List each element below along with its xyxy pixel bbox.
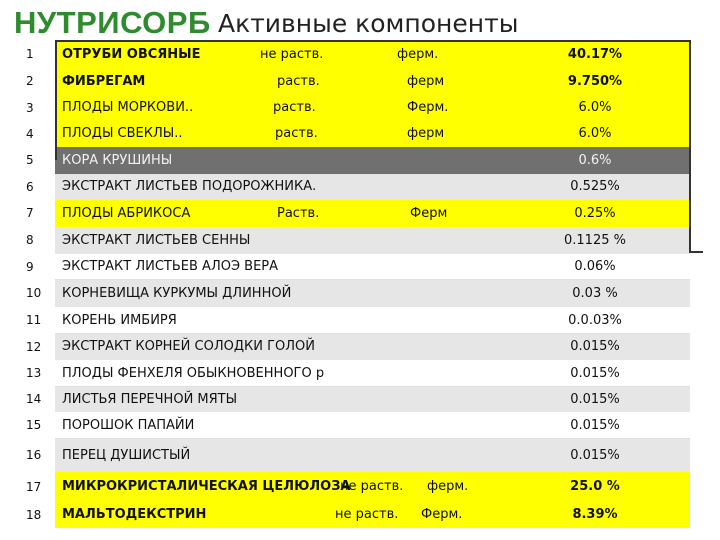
row-cell [55,95,690,121]
row-cell [55,200,690,227]
component-name: ЭКСТРАКТ ЛИСТЬЕВ СЕННЫ [62,233,251,248]
row-number: 1 [26,47,34,61]
row-number: 14 [26,392,42,406]
table-row [0,41,690,68]
component-name: ЭКСТРАКТ ЛИСТЬЕВ ПОДОРОЖНИКА. [62,179,317,194]
component-name: МАЛЬТОДЕКСТРИН [62,507,207,522]
row-cell [55,360,690,387]
percentage: 0.25% [574,206,616,221]
table-row [0,147,690,174]
percentage: 0.015% [570,392,620,407]
fermentation: ферм [407,126,445,141]
percentage: 0.015% [570,366,620,381]
component-name: ПЛОДЫ АБРИКОСА [62,206,191,221]
frame-right-border [689,40,691,252]
row-number: 11 [26,313,42,327]
table-row [0,280,690,307]
component-name: ПЛОДЫ МОРКОВИ.. [62,100,194,115]
row-cell [55,68,690,95]
row-cell [55,334,690,360]
row-cell [55,387,690,412]
component-name: ОТРУБИ ОВСЯНЫЕ [62,47,201,62]
row-cell [55,502,690,528]
percentage: 0.6% [578,153,612,168]
table-row [0,412,690,439]
table-row [0,95,690,121]
table-row [0,254,690,280]
percentage: 8.39% [572,507,618,522]
table-row [0,121,690,147]
component-name: ПЛОДЫ СВЕКЛЫ.. [62,126,183,141]
table-row [0,174,690,200]
brand-logo: НУТРИСОРБ [14,5,211,40]
percentage: 0.0.03% [568,313,622,328]
percentage: 40.17% [567,47,623,62]
percentage: 9.750% [567,74,623,89]
row-number: 9 [26,260,34,274]
percentage: 0.06% [574,259,616,274]
fermentation: ферм [407,74,445,89]
percentage: 25.0 % [570,479,620,494]
solubility: не раств. [335,507,399,522]
row-cell [55,307,690,334]
component-name: КОРЕНЬ ИМБИРЯ [62,313,177,328]
percentage: 6.0% [578,126,612,141]
component-name: ФИБРЕГАМ [62,74,146,89]
row-number: 5 [26,153,34,167]
row-cell [55,412,690,439]
row-number: 17 [26,480,42,494]
fermentation: Ферм. [407,100,449,115]
row-cell [55,174,690,200]
solubility: раств. [273,100,316,115]
row-number: 8 [26,233,34,247]
component-name: КОРА КРУШИНЫ [62,153,173,168]
row-cell [55,280,690,307]
percentage: 0.525% [570,179,620,194]
table-row [0,200,690,227]
solubility: раств. [277,74,320,89]
row-number: 7 [26,206,34,220]
row-cell [55,147,690,174]
row-number: 10 [26,286,42,300]
frame-tick [689,251,703,253]
row-cell [55,254,690,280]
frame-left-border [55,40,57,160]
row-number: 6 [26,180,34,194]
table-row [0,227,690,254]
row-number: 15 [26,418,42,432]
row-number: 13 [26,366,42,380]
fermentation: Ферм. [421,507,463,522]
fermentation: ферм. [397,47,439,62]
table-row [0,387,690,412]
row-cell [55,472,690,502]
row-cell [55,227,690,254]
component-name: КОРНЕВИЩА КУРКУМЫ ДЛИННОЙ [62,286,292,301]
table-row [0,68,690,95]
component-name: ЭКСТРАКТ КОРНЕЙ СОЛОДКИ ГОЛОЙ [62,339,315,354]
component-name: ПОРОШОК ПАПАЙИ [62,418,195,433]
solubility: не раств. [260,47,324,62]
table-row [0,439,690,472]
frame-top-border [55,40,691,42]
solubility: раств. [275,126,318,141]
solubility: не раств. [340,479,404,494]
table-row [0,472,690,502]
row-number: 12 [26,340,42,354]
row-cell [55,439,690,472]
component-name: ЭКСТРАКТ ЛИСТЬЕВ АЛОЭ ВЕРА [62,259,279,274]
percentage: 0.015% [570,448,620,463]
table-row [0,360,690,387]
fermentation: ферм. [427,479,469,494]
row-number: 16 [26,448,42,462]
table-row [0,307,690,334]
percentage: 0.015% [570,418,620,433]
table-row [0,334,690,360]
row-cell [55,41,690,68]
component-name: ПЛОДЫ ФЕНХЕЛЯ ОБЫКНОВЕННОГО р [62,366,325,381]
row-number: 3 [26,101,34,115]
percentage: 6.0% [578,100,612,115]
page-title: Активные компоненты [218,9,519,38]
row-number: 18 [26,508,42,522]
row-cell [55,121,690,147]
row-number: 4 [26,127,34,141]
component-name: ПЕРЕЦ ДУШИСТЫЙ [62,448,191,463]
percentage: 0.1125 % [564,233,626,248]
component-name: ЛИСТЬЯ ПЕРЕЧНОЙ МЯТЫ [62,392,238,407]
row-number: 2 [26,74,34,88]
percentage: 0.03 % [572,286,618,301]
table-row [0,502,690,528]
percentage: 0.015% [570,339,620,354]
solubility: Раств. [277,206,320,221]
fermentation: Ферм [410,206,448,221]
component-name: МИКРОКРИСТАЛИЧЕСКАЯ ЦЕЛЮЛОЗА [62,479,351,494]
